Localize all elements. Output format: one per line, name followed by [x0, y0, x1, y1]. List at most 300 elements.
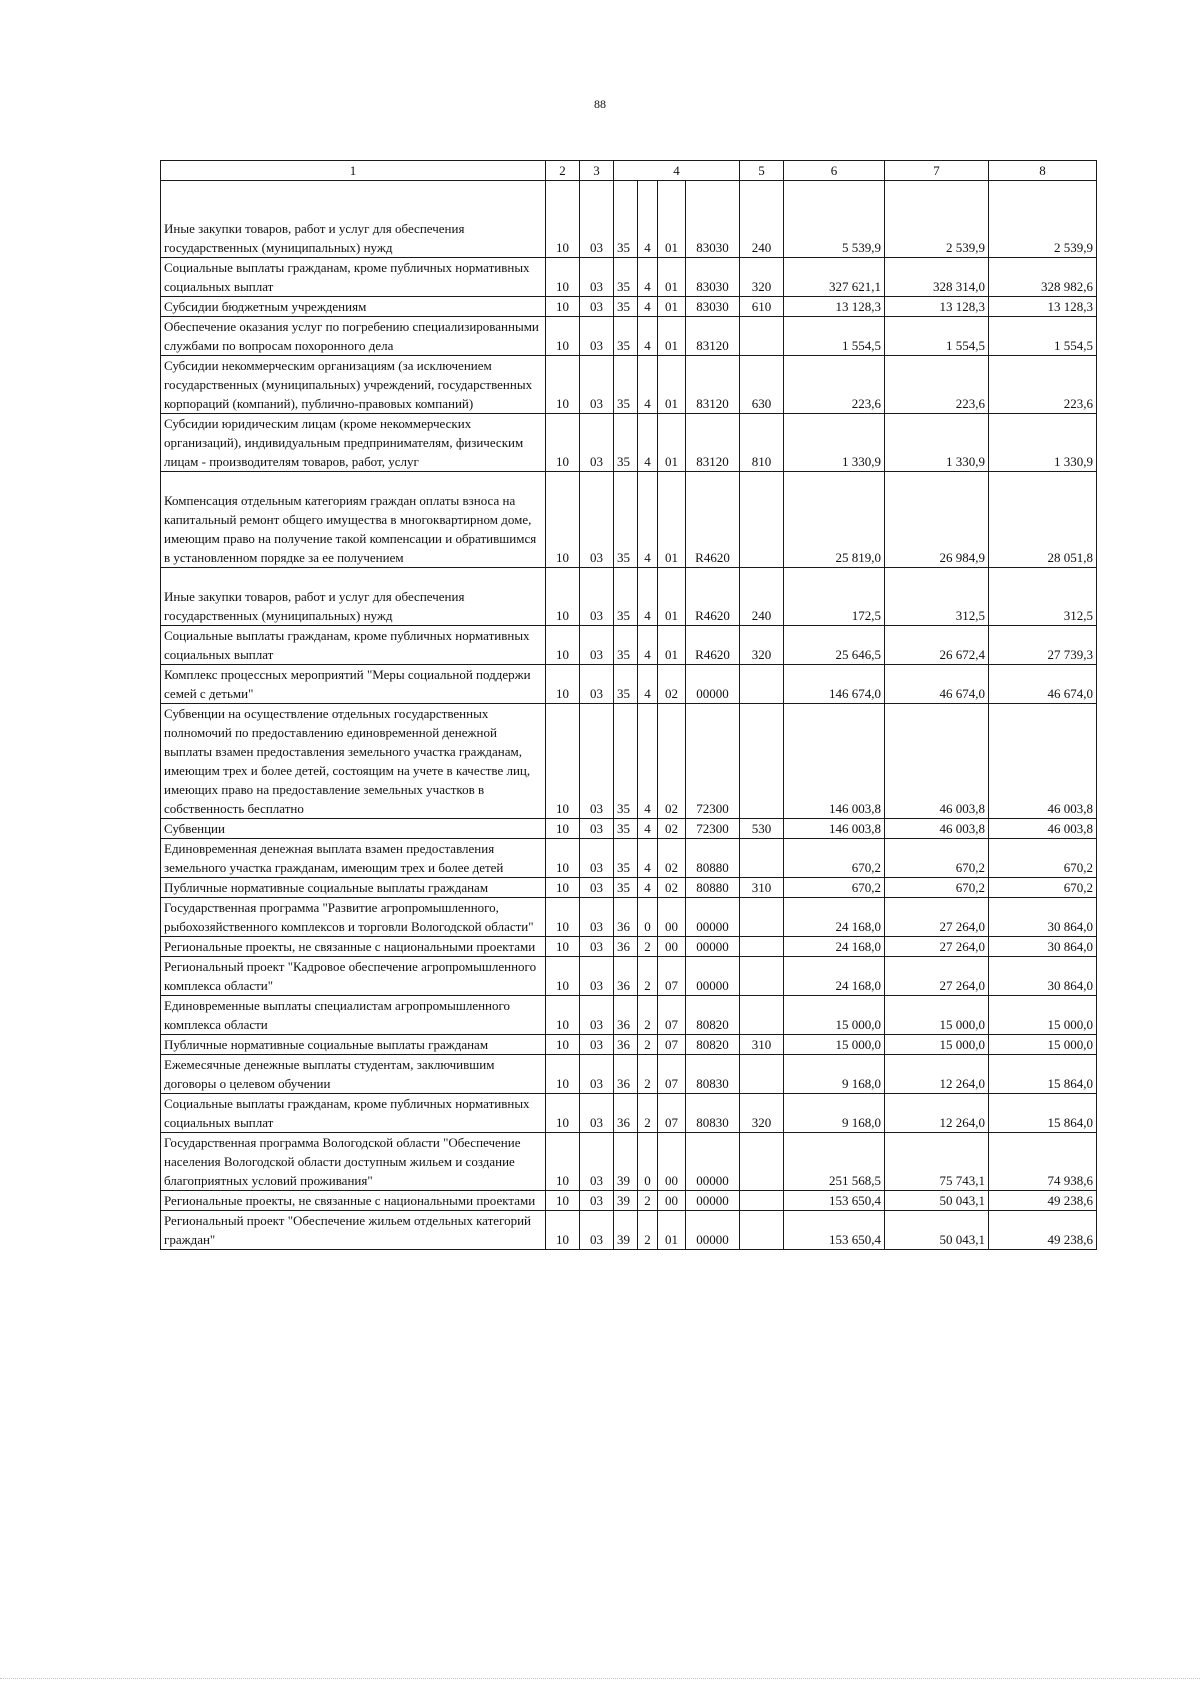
cell-c5	[740, 704, 784, 819]
cell-c5: 310	[740, 1035, 784, 1055]
cell-b: 4	[638, 704, 658, 819]
cell-a: 35	[614, 839, 638, 878]
cell-c: 00	[658, 937, 686, 957]
cell-c8: 28 051,8	[989, 472, 1097, 568]
cell-a: 36	[614, 937, 638, 957]
table-body	[161, 181, 1097, 1250]
cell-c2: 10	[546, 1211, 580, 1250]
cell-c7: 27 264,0	[885, 898, 989, 937]
cell-c3: 03	[580, 317, 614, 356]
cell-c2: 10	[546, 472, 580, 568]
cell-c3: 03	[580, 957, 614, 996]
page-number: 88	[594, 97, 606, 111]
cell-c7: 12 264,0	[885, 1094, 989, 1133]
cell-c5	[740, 839, 784, 878]
cell-c7: 15 000,0	[885, 1035, 989, 1055]
cell-c: 02	[658, 878, 686, 898]
cell-c6: 146 003,8	[784, 704, 885, 819]
cell-a: 36	[614, 1094, 638, 1133]
cell-c6: 146 674,0	[784, 665, 885, 704]
header-col-4: 4	[614, 161, 740, 181]
cell-b: 4	[638, 181, 658, 258]
cell-a: 35	[614, 472, 638, 568]
cell-d: R4620	[686, 472, 740, 568]
cell-a: 35	[614, 568, 638, 626]
cell-c8: 15 000,0	[989, 996, 1097, 1035]
cell-name: Комплекс процессных мероприятий "Меры социальной поддержи семей с детьми"	[161, 665, 546, 704]
cell-name: Социальные выплаты гражданам, кроме публичных нормативных социальных выплат	[161, 1094, 546, 1133]
cell-name: Ежемесячные денежные выплаты студентам, заключившим договоры о целевом обучении	[161, 1055, 546, 1094]
cell-d: 80820	[686, 996, 740, 1035]
table-row	[161, 819, 1097, 839]
cell-name: Региональный проект "Обеспечение жильем отдельных категорий граждан"	[161, 1211, 546, 1250]
table-row	[161, 839, 1097, 878]
header-col-8: 8	[989, 161, 1097, 181]
table-row	[161, 996, 1097, 1035]
cell-d: 83120	[686, 356, 740, 414]
cell-c6: 327 621,1	[784, 258, 885, 297]
cell-c2: 10	[546, 1035, 580, 1055]
cell-c3: 03	[580, 878, 614, 898]
table-row	[161, 878, 1097, 898]
cell-name: Компенсация отдельным категориям граждан оплаты взноса на капитальный ремонт общего имущества в многоквартирном доме, имеющим право на получение такой компенсации и обратившимся в установленном порядке за ее получением	[161, 472, 546, 568]
cell-c3: 03	[580, 996, 614, 1035]
cell-b: 2	[638, 1035, 658, 1055]
cell-c5: 320	[740, 626, 784, 665]
cell-c8: 49 238,6	[989, 1211, 1097, 1250]
cell-c8: 1 554,5	[989, 317, 1097, 356]
cell-b: 0	[638, 1133, 658, 1191]
cell-b: 4	[638, 472, 658, 568]
cell-c7: 26 672,4	[885, 626, 989, 665]
table-row	[161, 297, 1097, 317]
cell-c3: 03	[580, 1055, 614, 1094]
cell-a: 35	[614, 626, 638, 665]
cell-name: Социальные выплаты гражданам, кроме публичных нормативных социальных выплат	[161, 626, 546, 665]
cell-c: 01	[658, 414, 686, 472]
cell-name: Государственная программа Вологодской области "Обеспечение населения Вологодской области доступным жильем и создание благоприятных условий проживания"	[161, 1133, 546, 1191]
cell-c5: 530	[740, 819, 784, 839]
cell-a: 39	[614, 1211, 638, 1250]
cell-c3: 03	[580, 1094, 614, 1133]
cell-name: Субсидии некоммерческим организациям (за исключением государственных (муниципальных) учреждений, государственных корпораций (компаний), публично-правовых компаний)	[161, 356, 546, 414]
cell-c8: 49 238,6	[989, 1191, 1097, 1211]
cell-c: 01	[658, 258, 686, 297]
table-row	[161, 568, 1097, 626]
cell-c2: 10	[546, 839, 580, 878]
cell-name: Иные закупки товаров, работ и услуг для обеспечения государственных (муниципальных) нужд	[161, 181, 546, 258]
cell-b: 4	[638, 414, 658, 472]
cell-c: 02	[658, 665, 686, 704]
cell-name: Региональные проекты, не связанные с национальными проектами	[161, 937, 546, 957]
cell-c7: 1 554,5	[885, 317, 989, 356]
table-row	[161, 1133, 1097, 1191]
cell-name: Субсидии бюджетным учреждениям	[161, 297, 546, 317]
cell-c2: 10	[546, 665, 580, 704]
cell-c2: 10	[546, 937, 580, 957]
cell-c8: 223,6	[989, 356, 1097, 414]
table-row	[161, 1035, 1097, 1055]
cell-d: 83030	[686, 181, 740, 258]
cell-name: Единовременная денежная выплата взамен предоставления земельного участка гражданам, имеющим трех и более детей	[161, 839, 546, 878]
cell-a: 35	[614, 704, 638, 819]
cell-c5: 240	[740, 181, 784, 258]
cell-d: 00000	[686, 1211, 740, 1250]
table-row	[161, 898, 1097, 937]
cell-a: 39	[614, 1191, 638, 1211]
cell-c: 01	[658, 626, 686, 665]
cell-d: 83120	[686, 317, 740, 356]
cell-c2: 10	[546, 878, 580, 898]
cell-c8: 30 864,0	[989, 898, 1097, 937]
cell-d: 80830	[686, 1055, 740, 1094]
cell-c6: 25 819,0	[784, 472, 885, 568]
cell-c3: 03	[580, 665, 614, 704]
cell-c5: 240	[740, 568, 784, 626]
cell-c8: 46 674,0	[989, 665, 1097, 704]
cell-c7: 12 264,0	[885, 1055, 989, 1094]
table-row	[161, 1211, 1097, 1250]
scan-edge-marks	[0, 1678, 1200, 1683]
cell-c6: 251 568,5	[784, 1133, 885, 1191]
cell-d: R4620	[686, 568, 740, 626]
cell-d: 72300	[686, 704, 740, 819]
cell-c6: 670,2	[784, 839, 885, 878]
cell-a: 39	[614, 1133, 638, 1191]
cell-c: 07	[658, 1094, 686, 1133]
cell-d: 80830	[686, 1094, 740, 1133]
cell-c5: 630	[740, 356, 784, 414]
cell-c6: 9 168,0	[784, 1055, 885, 1094]
cell-c7: 670,2	[885, 878, 989, 898]
table-row	[161, 258, 1097, 297]
cell-c8: 670,2	[989, 878, 1097, 898]
cell-c7: 46 003,8	[885, 704, 989, 819]
cell-d: 00000	[686, 957, 740, 996]
cell-c3: 03	[580, 414, 614, 472]
cell-b: 4	[638, 568, 658, 626]
cell-c5	[740, 1211, 784, 1250]
cell-c7: 15 000,0	[885, 996, 989, 1035]
cell-c7: 1 330,9	[885, 414, 989, 472]
cell-d: 83120	[686, 414, 740, 472]
cell-c5	[740, 957, 784, 996]
cell-c8: 30 864,0	[989, 937, 1097, 957]
cell-d: 80880	[686, 839, 740, 878]
table-row	[161, 472, 1097, 568]
cell-b: 4	[638, 356, 658, 414]
cell-c3: 03	[580, 704, 614, 819]
cell-c3: 03	[580, 258, 614, 297]
header-col-1: 1	[161, 161, 546, 181]
cell-c: 07	[658, 1035, 686, 1055]
cell-c2: 10	[546, 1191, 580, 1211]
cell-c: 01	[658, 568, 686, 626]
cell-c5	[740, 937, 784, 957]
cell-c8: 46 003,8	[989, 704, 1097, 819]
cell-a: 36	[614, 1035, 638, 1055]
cell-c6: 9 168,0	[784, 1094, 885, 1133]
cell-a: 35	[614, 665, 638, 704]
cell-b: 4	[638, 878, 658, 898]
cell-a: 35	[614, 878, 638, 898]
cell-c6: 153 650,4	[784, 1191, 885, 1211]
cell-name: Социальные выплаты гражданам, кроме публичных нормативных социальных выплат	[161, 258, 546, 297]
cell-c3: 03	[580, 839, 614, 878]
cell-c3: 03	[580, 297, 614, 317]
cell-c2: 10	[546, 996, 580, 1035]
header-col-5: 5	[740, 161, 784, 181]
cell-name: Иные закупки товаров, работ и услуг для обеспечения государственных (муниципальных) нужд	[161, 568, 546, 626]
cell-c7: 75 743,1	[885, 1133, 989, 1191]
cell-c: 00	[658, 1133, 686, 1191]
cell-d: 80880	[686, 878, 740, 898]
cell-name: Единовременные выплаты специалистам агропромышленного комплекса области	[161, 996, 546, 1035]
header-col-7: 7	[885, 161, 989, 181]
cell-d: 00000	[686, 937, 740, 957]
cell-c7: 50 043,1	[885, 1211, 989, 1250]
cell-d: 83030	[686, 297, 740, 317]
cell-c6: 5 539,9	[784, 181, 885, 258]
cell-c7: 46 003,8	[885, 819, 989, 839]
cell-a: 36	[614, 957, 638, 996]
cell-c6: 1 554,5	[784, 317, 885, 356]
cell-c3: 03	[580, 568, 614, 626]
cell-c: 01	[658, 356, 686, 414]
cell-c2: 10	[546, 258, 580, 297]
header-col-6: 6	[784, 161, 885, 181]
cell-name: Субсидии юридическим лицам (кроме некоммерческих организаций), индивидуальным предпринимателям, физическим лицам - производителям товаров, работ, услуг	[161, 414, 546, 472]
cell-d: 80820	[686, 1035, 740, 1055]
cell-c6: 670,2	[784, 878, 885, 898]
cell-b: 4	[638, 297, 658, 317]
cell-c8: 30 864,0	[989, 957, 1097, 996]
cell-name: Публичные нормативные социальные выплаты гражданам	[161, 1035, 546, 1055]
cell-c3: 03	[580, 1211, 614, 1250]
cell-c: 07	[658, 957, 686, 996]
cell-c: 07	[658, 996, 686, 1035]
cell-a: 36	[614, 1055, 638, 1094]
cell-a: 35	[614, 181, 638, 258]
cell-c3: 03	[580, 181, 614, 258]
cell-c6: 24 168,0	[784, 937, 885, 957]
cell-c6: 15 000,0	[784, 996, 885, 1035]
cell-d: 00000	[686, 898, 740, 937]
cell-c: 00	[658, 1191, 686, 1211]
cell-c: 02	[658, 839, 686, 878]
cell-b: 0	[638, 898, 658, 937]
cell-c7: 27 264,0	[885, 957, 989, 996]
cell-a: 36	[614, 996, 638, 1035]
cell-c6: 172,5	[784, 568, 885, 626]
cell-c6: 1 330,9	[784, 414, 885, 472]
cell-c6: 153 650,4	[784, 1211, 885, 1250]
cell-c5: 610	[740, 297, 784, 317]
cell-c5	[740, 1191, 784, 1211]
cell-a: 35	[614, 297, 638, 317]
cell-name: Обеспечение оказания услуг по погребению специализированными службами по вопросам похоронного дела	[161, 317, 546, 356]
cell-a: 36	[614, 898, 638, 937]
cell-c5: 320	[740, 1094, 784, 1133]
table-row	[161, 704, 1097, 819]
cell-c7: 223,6	[885, 356, 989, 414]
table-row	[161, 1094, 1097, 1133]
header-col-2: 2	[546, 161, 580, 181]
cell-c6: 15 000,0	[784, 1035, 885, 1055]
cell-b: 4	[638, 258, 658, 297]
cell-c7: 50 043,1	[885, 1191, 989, 1211]
cell-c8: 46 003,8	[989, 819, 1097, 839]
cell-c2: 10	[546, 1133, 580, 1191]
cell-b: 4	[638, 626, 658, 665]
cell-c6: 25 646,5	[784, 626, 885, 665]
cell-c8: 13 128,3	[989, 297, 1097, 317]
cell-c2: 10	[546, 297, 580, 317]
cell-a: 35	[614, 356, 638, 414]
cell-c3: 03	[580, 626, 614, 665]
budget-table	[160, 160, 1097, 1250]
cell-b: 4	[638, 819, 658, 839]
cell-c3: 03	[580, 898, 614, 937]
cell-d: 00000	[686, 665, 740, 704]
header-row	[161, 161, 1097, 181]
cell-c6: 13 128,3	[784, 297, 885, 317]
cell-name: Публичные нормативные социальные выплаты гражданам	[161, 878, 546, 898]
cell-name: Субвенции на осуществление отдельных государственных полномочий по предоставлению единовременной денежной выплаты взамен предоставления земельного участка гражданам, имеющим трех и более детей, состоящим на учете в качестве лиц, имеющих право на предоставление земельных участков в собственность бесплатно	[161, 704, 546, 819]
cell-b: 2	[638, 1211, 658, 1250]
cell-c2: 10	[546, 317, 580, 356]
cell-a: 35	[614, 819, 638, 839]
cell-c8: 1 330,9	[989, 414, 1097, 472]
cell-c: 01	[658, 181, 686, 258]
cell-c7: 670,2	[885, 839, 989, 878]
cell-c5	[740, 996, 784, 1035]
cell-name: Региональный проект "Кадровое обеспечение агропромышленного комплекса области"	[161, 957, 546, 996]
cell-c8: 312,5	[989, 568, 1097, 626]
cell-c5	[740, 665, 784, 704]
cell-name: Субвенции	[161, 819, 546, 839]
cell-c5	[740, 1133, 784, 1191]
table-row	[161, 937, 1097, 957]
cell-c8: 328 982,6	[989, 258, 1097, 297]
cell-c8: 15 864,0	[989, 1055, 1097, 1094]
cell-d: 83030	[686, 258, 740, 297]
cell-c6: 24 168,0	[784, 957, 885, 996]
cell-c3: 03	[580, 937, 614, 957]
cell-c2: 10	[546, 356, 580, 414]
cell-c5	[740, 898, 784, 937]
cell-c: 00	[658, 898, 686, 937]
cell-c6: 223,6	[784, 356, 885, 414]
cell-c7: 46 674,0	[885, 665, 989, 704]
cell-d: 00000	[686, 1133, 740, 1191]
cell-c6: 146 003,8	[784, 819, 885, 839]
cell-c2: 10	[546, 819, 580, 839]
cell-c8: 74 938,6	[989, 1133, 1097, 1191]
cell-c: 01	[658, 297, 686, 317]
cell-c8: 2 539,9	[989, 181, 1097, 258]
cell-c2: 10	[546, 181, 580, 258]
cell-c: 02	[658, 819, 686, 839]
cell-b: 4	[638, 317, 658, 356]
cell-c7: 2 539,9	[885, 181, 989, 258]
cell-c2: 10	[546, 704, 580, 819]
cell-d: 00000	[686, 1191, 740, 1211]
table-row	[161, 626, 1097, 665]
table-row	[161, 356, 1097, 414]
cell-c8: 27 739,3	[989, 626, 1097, 665]
cell-c3: 03	[580, 356, 614, 414]
cell-c3: 03	[580, 1191, 614, 1211]
cell-c2: 10	[546, 568, 580, 626]
cell-c7: 328 314,0	[885, 258, 989, 297]
cell-c2: 10	[546, 898, 580, 937]
table-row	[161, 1055, 1097, 1094]
cell-b: 4	[638, 665, 658, 704]
cell-c3: 03	[580, 472, 614, 568]
cell-c2: 10	[546, 1055, 580, 1094]
cell-c: 01	[658, 1211, 686, 1250]
table-row	[161, 1191, 1097, 1211]
table-row	[161, 957, 1097, 996]
cell-c7: 13 128,3	[885, 297, 989, 317]
cell-a: 35	[614, 414, 638, 472]
cell-c: 01	[658, 317, 686, 356]
cell-b: 2	[638, 937, 658, 957]
cell-d: R4620	[686, 626, 740, 665]
cell-c2: 10	[546, 957, 580, 996]
cell-c7: 27 264,0	[885, 937, 989, 957]
cell-a: 35	[614, 258, 638, 297]
cell-c5: 320	[740, 258, 784, 297]
cell-b: 2	[638, 1191, 658, 1211]
cell-c2: 10	[546, 414, 580, 472]
table-row	[161, 181, 1097, 258]
cell-c5: 810	[740, 414, 784, 472]
cell-c7: 312,5	[885, 568, 989, 626]
header-col-3: 3	[580, 161, 614, 181]
cell-b: 4	[638, 839, 658, 878]
cell-b: 2	[638, 1094, 658, 1133]
cell-name: Государственная программа "Развитие агропромышленного, рыбохозяйственного комплексов и торговли Вологодской области"	[161, 898, 546, 937]
cell-c7: 26 984,9	[885, 472, 989, 568]
cell-b: 2	[638, 996, 658, 1035]
cell-c5	[740, 472, 784, 568]
cell-c2: 10	[546, 626, 580, 665]
cell-c: 07	[658, 1055, 686, 1094]
cell-c: 01	[658, 472, 686, 568]
cell-d: 72300	[686, 819, 740, 839]
cell-c8: 670,2	[989, 839, 1097, 878]
cell-c2: 10	[546, 1094, 580, 1133]
cell-c3: 03	[580, 819, 614, 839]
cell-c3: 03	[580, 1133, 614, 1191]
cell-c3: 03	[580, 1035, 614, 1055]
cell-c5: 310	[740, 878, 784, 898]
cell-c8: 15 864,0	[989, 1094, 1097, 1133]
cell-name: Региональные проекты, не связанные с национальными проектами	[161, 1191, 546, 1211]
cell-c6: 24 168,0	[784, 898, 885, 937]
cell-b: 2	[638, 1055, 658, 1094]
cell-b: 2	[638, 957, 658, 996]
cell-c5	[740, 1055, 784, 1094]
cell-c5	[740, 317, 784, 356]
cell-a: 35	[614, 317, 638, 356]
cell-c: 02	[658, 704, 686, 819]
table-row	[161, 317, 1097, 356]
cell-c8: 15 000,0	[989, 1035, 1097, 1055]
table-row	[161, 665, 1097, 704]
